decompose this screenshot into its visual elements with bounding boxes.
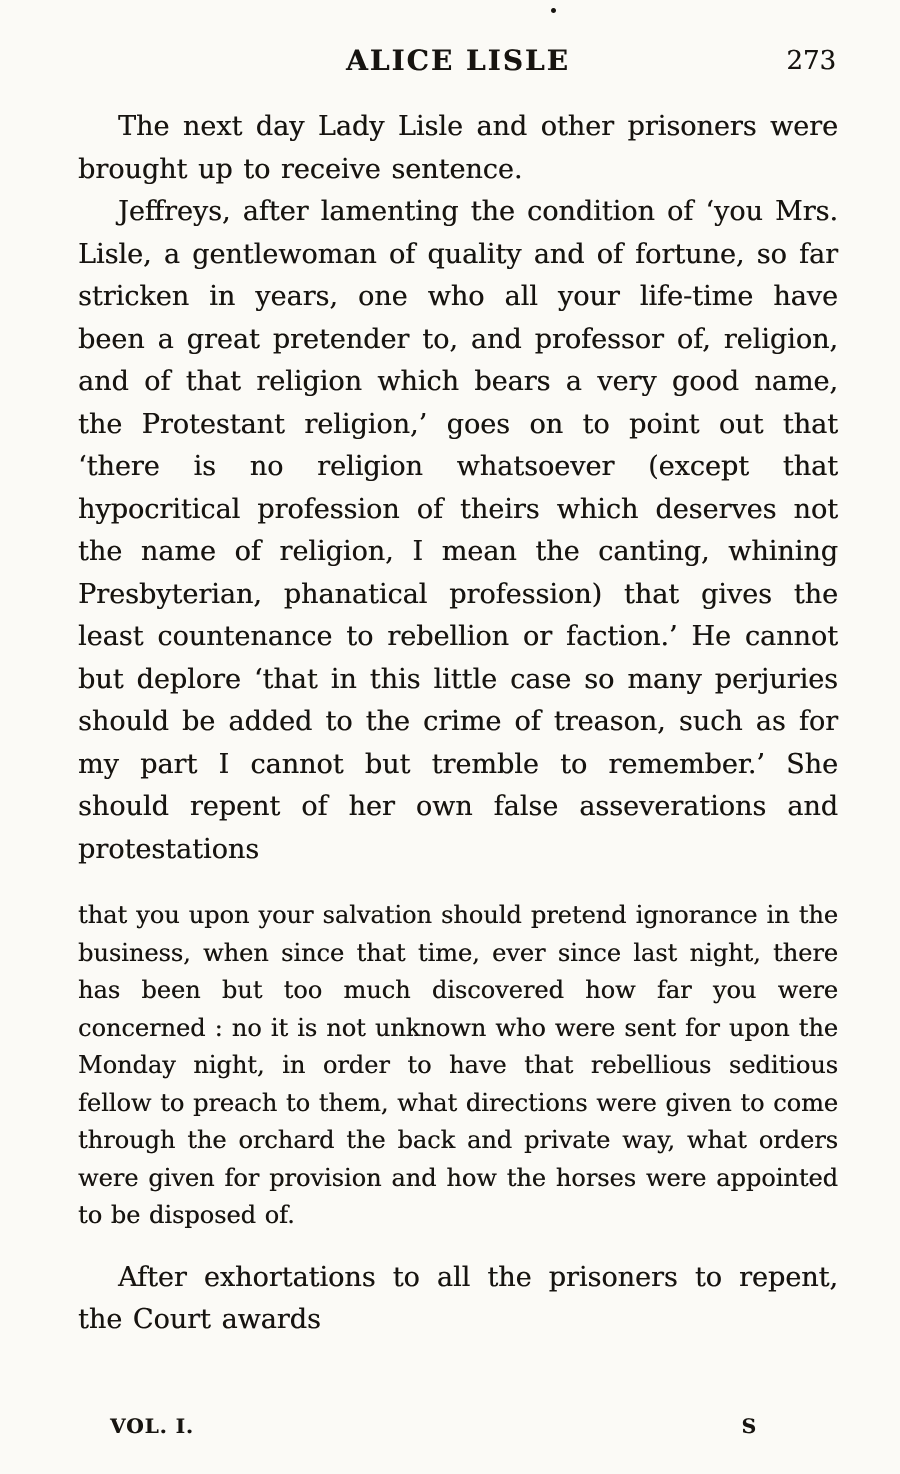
page-number: 273: [786, 46, 836, 76]
paragraph-closing: After exhortations to all the prisoners to repent, the Court awards: [78, 1261, 838, 1335]
signature-mark: S: [741, 1414, 756, 1438]
page-body-closing: [78, 1257, 838, 1342]
quoted-extract: that you upon your salvation should pretend ignorance in the business, when since that time, ever since last night, there has been but too much discovered how far you were concerned : no it is not unknown who were sent for upon the Monday night, in order to have that rebellious seditious fellow to preach to them, what directions were given to come through the orchard the back and private way, what orders were given for provision and how the horses were appointed to be disposed of.: [78, 901, 838, 1229]
page-title: ALICE LISLE: [346, 44, 570, 77]
paragraph-jeffreys-speech: Jeffreys, after lamenting the condition of ‘you Mrs. Lisle, a gentlewoman of quality and of fortune, so far stricken in years, one who all your life-time have been a great pretender to, and professor of, religion, and of that religion which bears a very good name, the Protestant religion,’ goes on to point out that ‘there is no religion whatsoever (except that hypocritical profession of theirs which deserves not the name of religion, I mean the canting, whining Presbyterian, phanatical profession) that gives the least countenance to rebellion or faction.’ He cannot but deplore ‘that in this little case so many perjuries should be added to the crime of treason, such as for my part I cannot but tremble to remember.’ She should repent of her own false asseverations and protestations: [78, 196, 838, 865]
scan-artifact-dot: [551, 8, 556, 13]
running-header: [78, 44, 838, 88]
page-body: [78, 106, 838, 871]
volume-label: VOL. I.: [110, 1414, 194, 1438]
paragraph-sentence-intro: The next day Lady Lisle and other prisoners were brought up to receive sentence.: [78, 111, 838, 185]
page-footer: [78, 1414, 838, 1438]
